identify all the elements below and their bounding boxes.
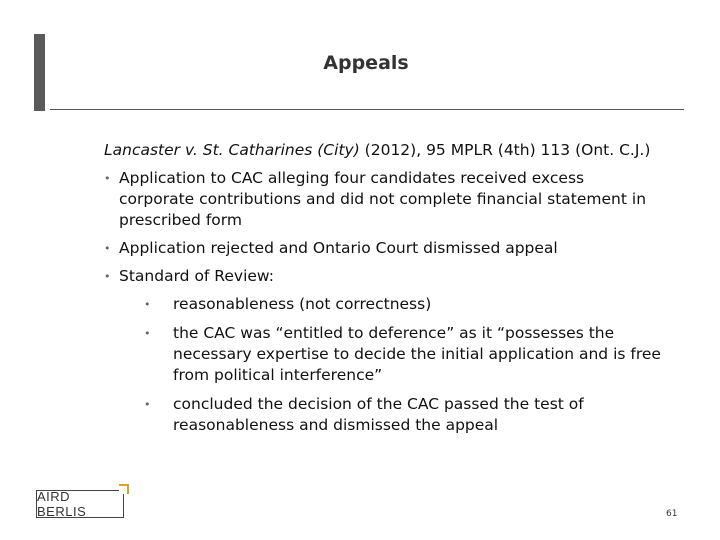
title-divider (50, 109, 684, 110)
list-item (104, 238, 664, 259)
bullet-icon: • (104, 270, 111, 283)
logo-accent (119, 484, 129, 494)
bullet-icon: • (144, 298, 151, 311)
sub-list-item (119, 394, 664, 436)
case-citation (104, 140, 664, 161)
sub-bullet-list (119, 294, 664, 436)
sub-list-item (119, 294, 664, 315)
list-item-text: Standard of Review: (119, 267, 274, 285)
list-item-text: Application to CAC alleging four candidates received excess corporate contributions and did not complete financial statement in prescribed form (119, 169, 647, 229)
sub-list-item-text: reasonableness (not correctness) (173, 295, 432, 313)
case-reference: (2012), 95 MPLR (4th) 113 (Ont. C.J.) (359, 141, 651, 159)
bullet-icon: • (144, 327, 151, 340)
company-logo (36, 490, 128, 520)
sub-list-item-text: concluded the decision of the CAC passed the test of reasonableness and dismissed the appeal (173, 395, 584, 434)
sub-list-item (119, 323, 664, 386)
logo-text: AIRD BERLIS (37, 489, 87, 519)
case-name: Lancaster v. St. Catharines (City) (104, 141, 360, 159)
bullet-icon: • (104, 172, 111, 185)
list-item-text: Application rejected and Ontario Court dismissed appeal (119, 239, 558, 257)
logo-frame (36, 490, 124, 518)
slide-title: Appeals (323, 52, 409, 74)
sub-list-item-text: the CAC was “entitled to deference” as it “possesses the necessary expertise to decide the initial application and is free from political interference” (173, 324, 661, 384)
page-number: 61 (666, 509, 678, 519)
accent-bar (34, 34, 45, 111)
bullet-icon: • (144, 398, 151, 411)
slide-content (104, 140, 664, 444)
bullet-icon: • (104, 242, 111, 255)
list-item (104, 266, 664, 436)
bullet-list (104, 168, 664, 436)
list-item (104, 168, 664, 231)
